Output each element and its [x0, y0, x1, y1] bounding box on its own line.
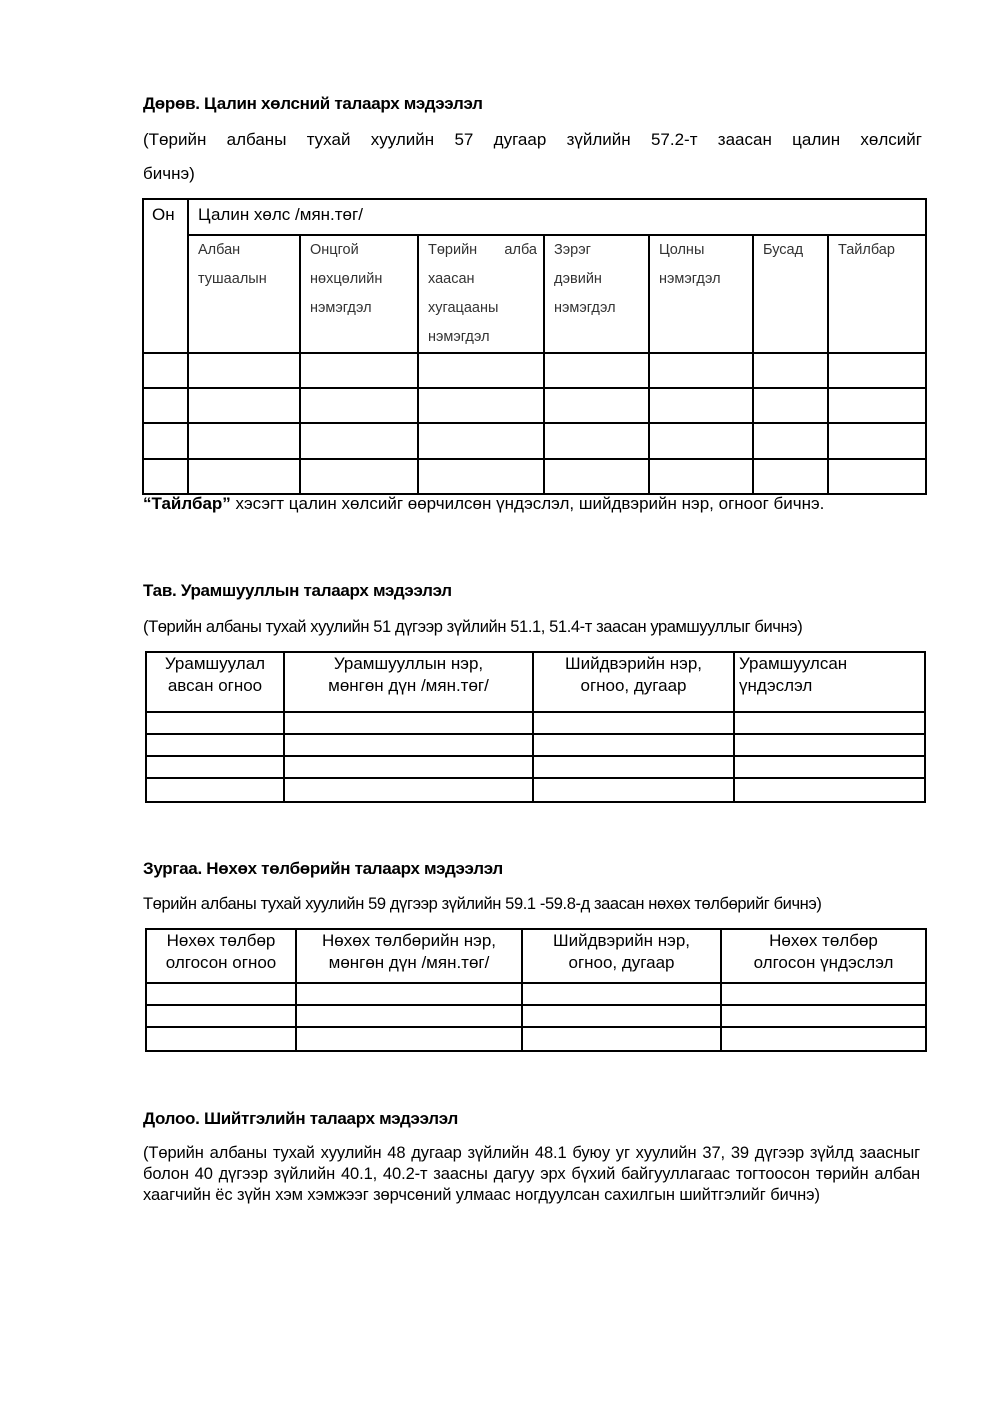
table-cell[interactable] [146, 1027, 296, 1051]
col-remarks: Тайлбар [828, 235, 926, 353]
table-row [146, 1005, 926, 1027]
salary-header: Цалин хөлс /мян.төг/ [188, 199, 926, 235]
table-cell[interactable] [284, 734, 533, 756]
year-header: Он [143, 199, 188, 353]
section-5-note: (Төрийн албаны тухай хуулийн 51 дүгээр зүйлийн 51.1, 51.4-т заасан урамшууллыг бичнэ) [143, 618, 803, 636]
compensation-table [145, 928, 927, 1052]
col-compensation-name-amount: Нөхөх төлбөрийн нэр, мөнгөн дүн /мян.төг/ [296, 929, 522, 983]
table-row [146, 756, 925, 778]
table-cell[interactable] [143, 353, 188, 388]
table-row [146, 778, 925, 802]
col-compensation-date: Нөхөх төлбөр олгосон огноо [146, 929, 296, 983]
table-cell[interactable] [296, 1027, 522, 1051]
table-cell[interactable] [522, 1027, 721, 1051]
table-cell[interactable] [734, 778, 925, 802]
table-cell[interactable] [418, 423, 544, 459]
table-cell[interactable] [828, 423, 926, 459]
col-special-conditions: Онцгой нөхцөлийн нэмэгдэл [300, 235, 418, 353]
table-cell[interactable] [753, 423, 828, 459]
table-cell[interactable] [649, 353, 753, 388]
table-cell[interactable] [300, 388, 418, 423]
col-compensation-decision: Шийдвэрийн нэр, огноо, дугаар [522, 929, 721, 983]
table-cell[interactable] [721, 1005, 926, 1027]
salary-table [142, 198, 927, 495]
table-cell[interactable] [188, 353, 300, 388]
table-cell[interactable] [522, 983, 721, 1005]
table-cell[interactable] [418, 388, 544, 423]
col-other: Бусад [753, 235, 828, 353]
table-cell[interactable] [533, 778, 734, 802]
table-cell[interactable] [146, 983, 296, 1005]
col-decision: Шийдвэрийн нэр, огноо, дугаар [533, 652, 734, 712]
col-position: Албан тушаалын [188, 235, 300, 353]
table-cell[interactable] [300, 353, 418, 388]
table-cell[interactable] [418, 353, 544, 388]
table-cell[interactable] [143, 423, 188, 459]
table-cell[interactable] [734, 734, 925, 756]
table-cell[interactable] [649, 423, 753, 459]
table-row [146, 1027, 926, 1051]
section-4-title: Дөрөв. Цалин хөлсний талаарх мэдээлэл [143, 94, 483, 113]
col-service-length: Төрийн алба хаасан хугацааны нэмэгдэл [418, 235, 544, 353]
table-cell[interactable] [828, 388, 926, 423]
section-6-title: Зургаа. Нөхөх төлбөрийн талаарх мэдээлэл [143, 859, 503, 878]
footnote-text: хэсэгт цалин хөлсийг өөрчилсөн үндэслэл, шийдвэрийн нэр, огноог бичнэ. [230, 494, 825, 513]
table-cell[interactable] [649, 388, 753, 423]
table-row [143, 353, 926, 388]
table-cell[interactable] [146, 756, 284, 778]
table-cell[interactable] [533, 712, 734, 734]
table-cell[interactable] [143, 388, 188, 423]
table-cell[interactable] [296, 983, 522, 1005]
table-cell[interactable] [544, 353, 649, 388]
table-cell[interactable] [188, 423, 300, 459]
table-row [143, 388, 926, 423]
table-row [143, 423, 926, 459]
section-4-note-line: (Төрийн албаны тухай хуулийн 57 дугаар зүйлийн 57.2-т заасан цалин хөлсийг [143, 130, 922, 149]
table-cell[interactable] [734, 756, 925, 778]
table-cell[interactable] [296, 1005, 522, 1027]
table-cell[interactable] [544, 388, 649, 423]
table-cell[interactable] [146, 778, 284, 802]
table-cell[interactable] [146, 734, 284, 756]
col-reward-name-amount: Урамшууллын нэр, мөнгөн дүн /мян.төг/ [284, 652, 533, 712]
col-reward-basis: Урамшуулсан үндэслэл [734, 652, 925, 712]
section-7-note: (Төрийн албаны тухай хуулийн 48 дугаар зүйлийн 48.1 буюу уг хуулийн 37, 39 дүгээр зүйлд заасныг болон 40 дүгээр зүйлийн 40.1, 40.2-т заасны дагуу эрх бүхий байгууллагаас тогтоосон төрийн албан хаагчийн ёс зүйн хэм хэмжээг зөрчсөний улмаас ногдуулсан сахилгын шийтгэлийг бичнэ) [143, 1144, 920, 1204]
table-row [146, 983, 926, 1005]
table-cell[interactable] [188, 388, 300, 423]
table-cell[interactable] [721, 1027, 926, 1051]
table-cell[interactable] [300, 423, 418, 459]
col-title: Цолны нэмэгдэл [649, 235, 753, 353]
table-cell[interactable] [533, 756, 734, 778]
section-5-title: Тав. Урамшууллын талаарх мэдээлэл [143, 581, 452, 600]
table-cell[interactable] [284, 756, 533, 778]
table-cell[interactable] [721, 983, 926, 1005]
section-4-note-line-2: бичнэ) [143, 164, 195, 183]
col-compensation-basis: Нөхөх төлбөр олгосон үндэслэл [721, 929, 926, 983]
section-7-title: Долоо. Шийтгэлийн талаарх мэдээлэл [143, 1109, 458, 1128]
col-reward-date: Урамшуулал авсан огноо [146, 652, 284, 712]
section-4-footnote [143, 487, 922, 521]
table-row [146, 712, 925, 734]
rewards-table [145, 651, 926, 803]
col-rank: Зэрэг дэвийн нэмэгдэл [544, 235, 649, 353]
table-cell[interactable] [828, 353, 926, 388]
section-6-note: Төрийн албаны тухай хуулийн 59 дүгээр зүйлийн 59.1 -59.8-д заасан нөхөх төлбөрийг бичнэ) [143, 895, 822, 913]
table-cell[interactable] [533, 734, 734, 756]
table-cell[interactable] [522, 1005, 721, 1027]
table-cell[interactable] [146, 1005, 296, 1027]
table-cell[interactable] [284, 778, 533, 802]
table-cell[interactable] [146, 712, 284, 734]
table-cell[interactable] [753, 353, 828, 388]
table-cell[interactable] [753, 388, 828, 423]
table-cell[interactable] [734, 712, 925, 734]
table-cell[interactable] [284, 712, 533, 734]
table-cell[interactable] [544, 423, 649, 459]
table-row [146, 734, 925, 756]
footnote-bold-label: “Тайлбар” [143, 494, 231, 513]
